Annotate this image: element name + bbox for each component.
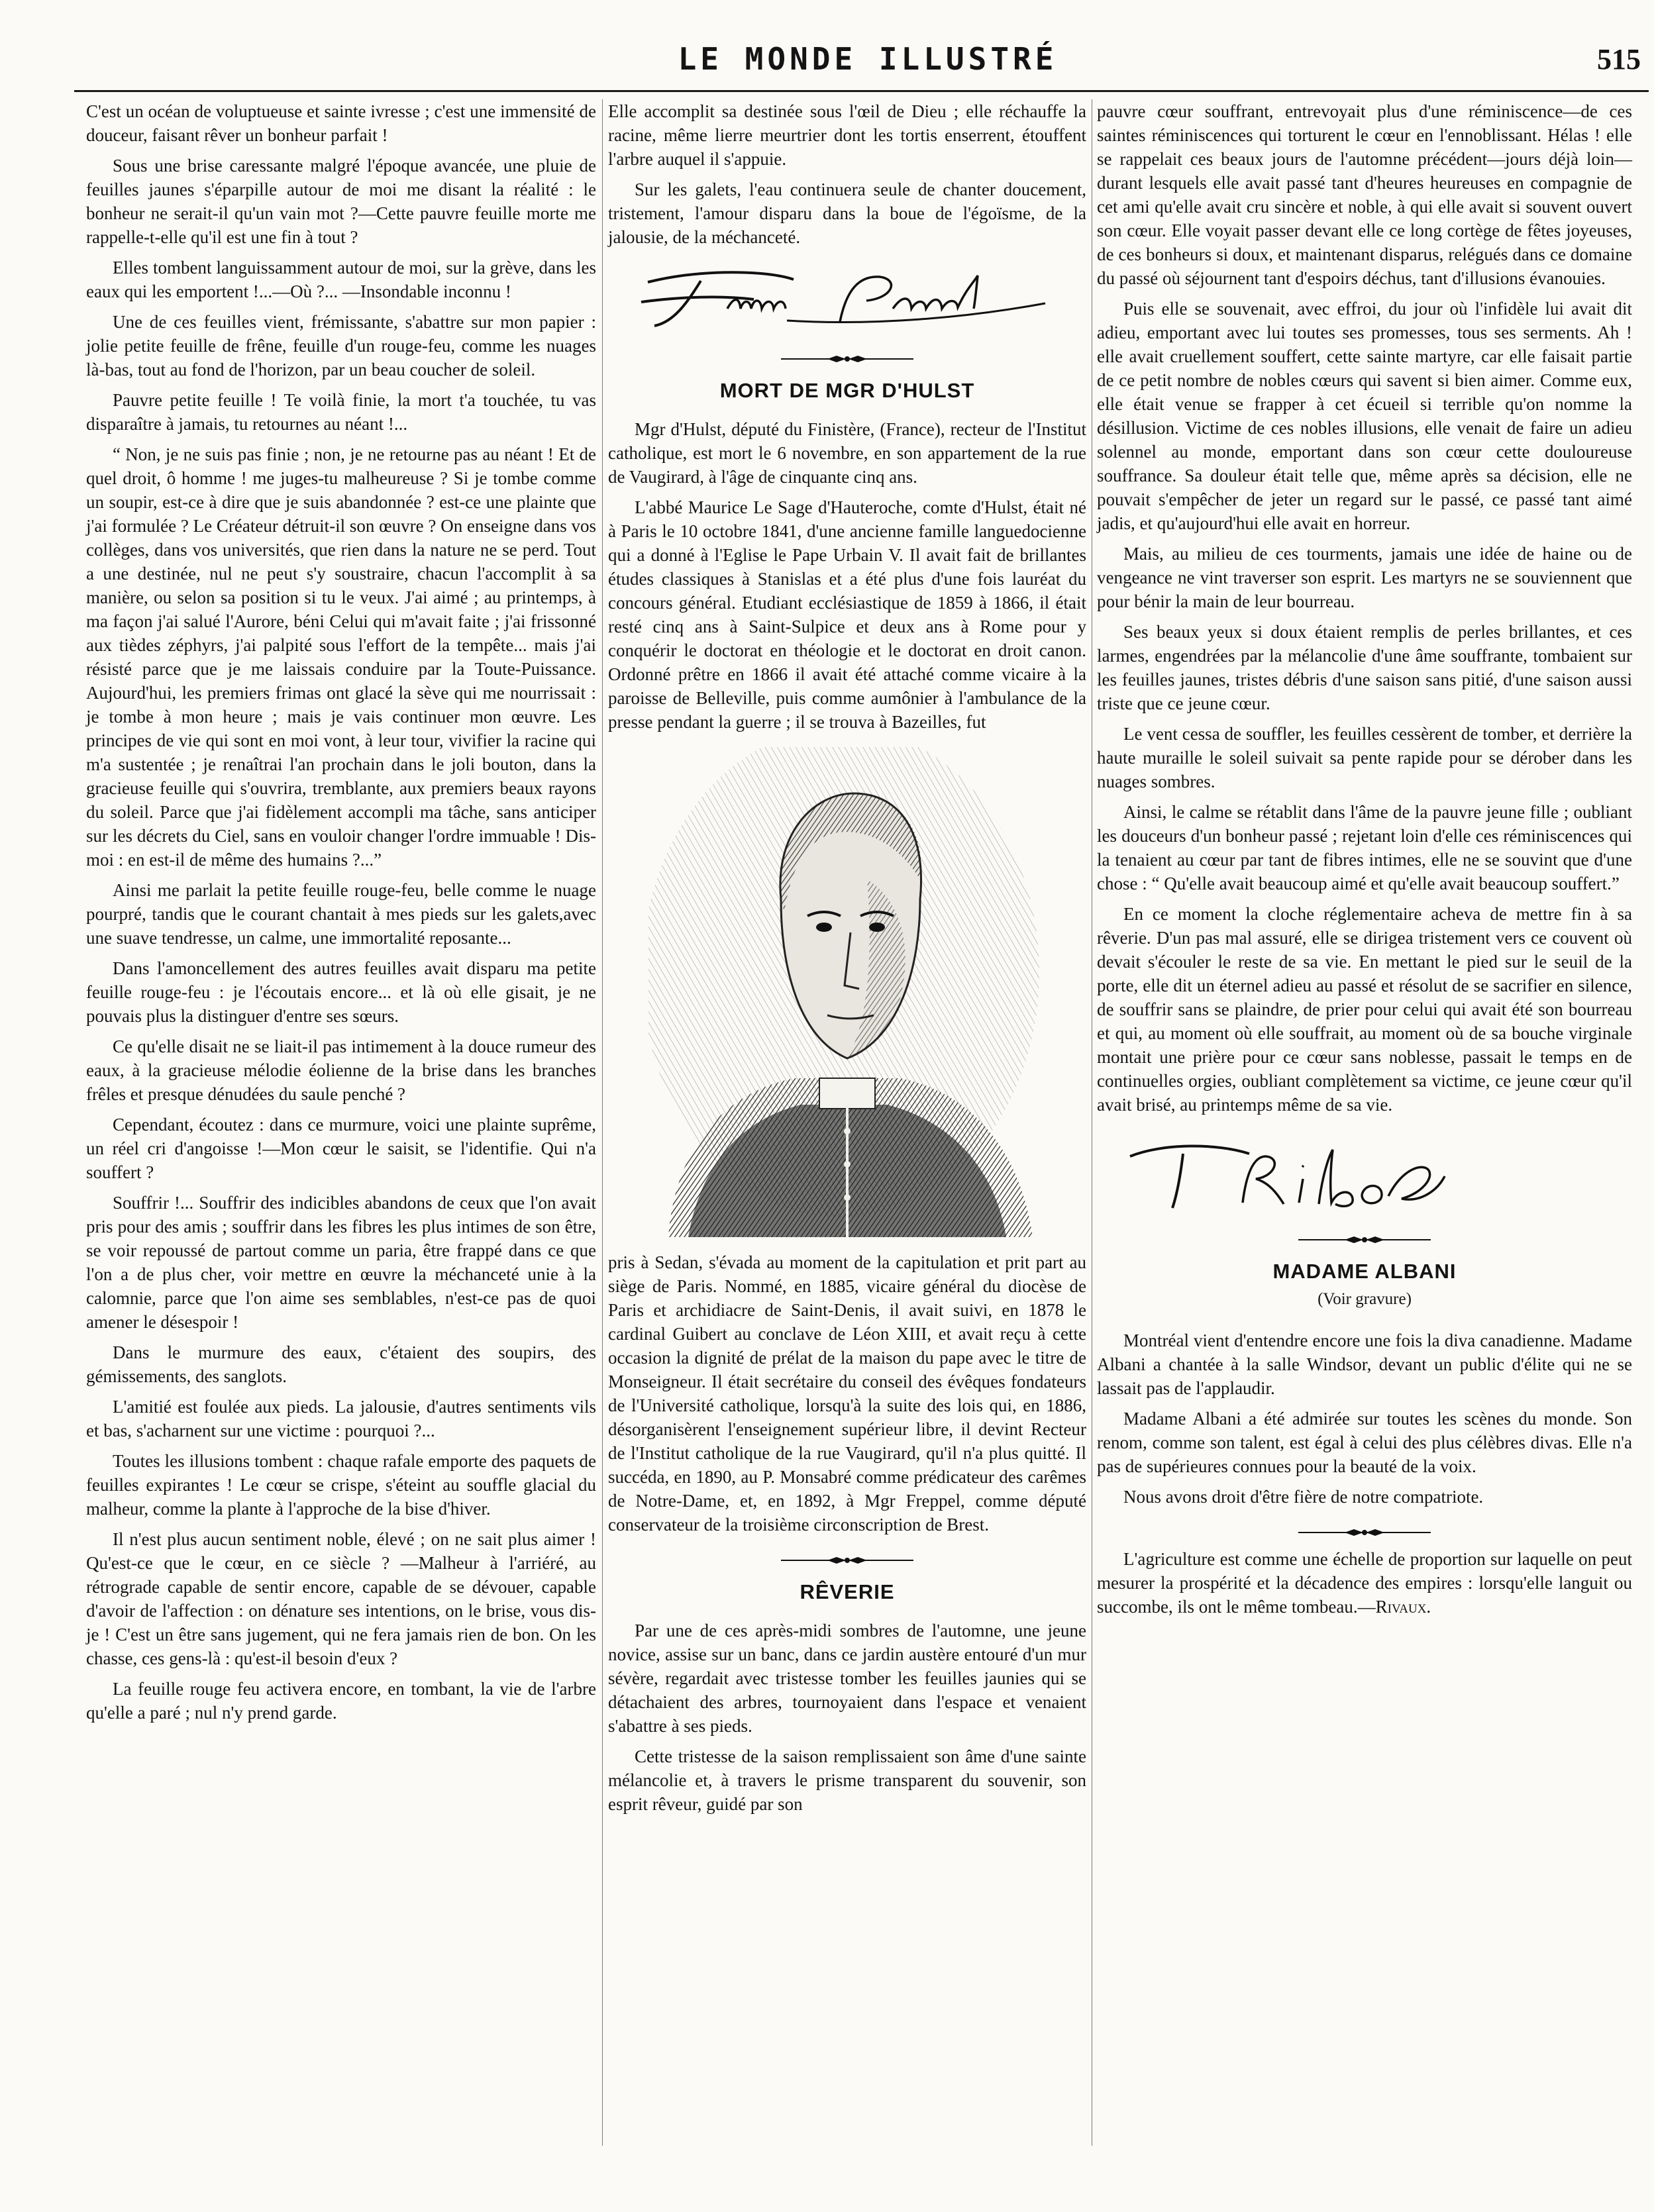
heading-mort-de-mgr-dhulst: MORT DE MGR D'HULST — [719, 379, 975, 402]
section-ornament — [781, 354, 913, 364]
quote-text: L'agriculture est comme une échelle de proportion sur laquelle on peut mesurer la prospérité et la décadence des empires : lorsqu'elle languit ou succombe, ils ont le même tombeau. — [1097, 1549, 1632, 1617]
section-ornament — [781, 1555, 913, 1566]
paragraph: Ainsi, le calme se rétablit dans l'âme de la pauvre jeune fille ; oubliant les douceurs d'un bonheur passé ; rejetant loin d'elle ces réminiscences qui la tenaient au cœur par tant de fibres intimes, elle ne se souvint que d'une chose : “ Qu'elle avait beaucoup aimé et qu'elle avait beaucoup souffert.” — [1097, 802, 1632, 893]
portrait-engraving — [648, 747, 1046, 1237]
paragraph: L'amitié est foulée aux pieds. La jalousie, d'autres sentiments vils et bas, s'acharnent sur une victime : pourquoi ?... — [86, 1397, 596, 1440]
paragraph: Toutes les illusions tombent : chaque rafale emporte des paquets de feuilles expirantes ! Le cœur se crispe, s'éteint au souffle glacial du malheur, comme la plante à l'approche de la bise d'hiver. — [86, 1451, 596, 1519]
heading-reverie: RÊVERIE — [800, 1580, 895, 1603]
paragraph: Souffrir !... Souffrir des indicibles abandons de ceux que l'on avait pris pour des amis ; souffrir dans les fibres les plus intimes de son être, se voir repoussé de partout comme un paria, être frappé dans ce que l'on a de plus cher, voir mettre en œuvre la méchanceté unie à la calomnie, parce que l'on aime ses semblables, n'est-ce pas de quoi amener le désespoir ! — [86, 1193, 596, 1332]
paragraph-agriculture — [1097, 1547, 1632, 1619]
section-ornament — [1298, 1527, 1431, 1538]
paragraph: “ Non, je ne suis pas finie ; non, je ne retourne pas au néant ! Et de quel droit, ô homme ! me juges-tu malheureuse ? Si je tombe comme un soupir, est-ce à dire que je suis abandonnée ? est-ce une plainte que j'ai formulée ? Le Créateur détruit-il son œuvre ? On enseigne dans vos collèges, dans vos universités, que rien dans la nature ne se perd. Tout a une destinée, nul ne peut s'y soustraire, chacun l'accomplit à sa manière, ou selon sa position si tu le veux. J'ai aimé ; au printemps, à ma façon j'ai salué l'Aurore, béni Celui qui m'avait faite ; j'ai frissonné aux tièdes zéphyrs, j'ai palpité sous l'effort de la tempête... mais j'ai résisté parce que je me laissais conduire par la Toute-Puissance. Aujourd'hui, les premiers frimas ont glacé la sève qui me nourrissait : je tombe à mon heure ; mais je vais continuer mon œuvre. Les principes de vie qui sont en moi vont, à leur tour, vivifier la racine qui m'a sustentée ; je renaîtrai l'an prochain dans le joli bouton, dans la gracieuse feuille qui s'ouvrira, tremblante, aux premiers beaux rayons du soleil. Parce que j'ai fidèlement accompli ma tâche, sans anticiper sur les décrets du Ciel, sans en vouloir changer l'ordre immuable ! Dis-moi : en est-il de même des humains ?...” — [86, 444, 596, 870]
paragraph: Sous une brise caressante malgré l'époque avancée, une pluie de feuilles jaunes s'éparpille autour de moi me disant la réalité : le bonheur ne serait-il qu'un vain mot ?—Cette pauvre feuille morte me rappelle-t-elle qu'il est une fin à tout ? — [86, 156, 596, 247]
paragraph: Cependant, écoutez : dans ce murmure, voici une plainte suprême, un réel cri d'angoisse !—Mon cœur le saisit, se l'identifie. Qui n'a souffert ? — [86, 1115, 596, 1182]
paragraph: Sur les galets, l'eau continuera seule de chanter doucement, tristement, l'amour disparu dans la boue de l'égoïsme, de la jalousie, de la méchanceté. — [608, 179, 1086, 247]
quote-author: —Rivaux. — [1357, 1597, 1431, 1617]
paragraph: C'est un océan de voluptueuse et sainte ivresse ; c'est une immensité de douceur, faisant rêver un bonheur parfait ! — [86, 101, 596, 145]
paragraph: Mais, au milieu de ces tourments, jamais une idée de haine ou de vengeance ne vint traverser son esprit. Les martyrs ne se souviennent que pour bénir la main de leur bourreau. — [1097, 544, 1632, 611]
paragraph: pauvre cœur souffrant, entrevoyait plus d'une réminiscence—de ces saintes réminiscences qui torturent le cœur en l'ennoblissant. Hélas ! elle se rappelait ces beaux jours de l'automne précédent—jours déjà loin—durant lesquels elle avait passé tant d'heures heureuses en compagnie de cet ami qu'elle avait cru sincère et noble, à qui elle avait si souvent ouvert son cœur. Elle voyait passer devant elle ce long cortège de fêtes joyeuses, de ces bonheurs si doux, et maintenant disparus, relégués dans ce domaine du passé où séjournent tant d'espoirs déchus, tant d'illusions évanouies. — [1097, 101, 1632, 288]
paragraph: pris à Sedan, s'évada au moment de la capitulation et prit part au siège de Paris. Nommé, en 1885, vicaire général du diocèse de Paris et archidiacre de Saint-Denis, il avait suivi, en 1878 le cardinal Guibert au conclave de Léon XIII, et avait reçu à cette occasion la dignité de prélat de la maison du pape avec le titre de Monseigneur. Il était secrétaire du conseil des évêques fondateurs de l'Université catholique, lorsqu'à la suite des lois qui, en 1886, désorganisèrent l'enseignement supérieur libre, il devint Recteur de l'Institut catholique de la rue Vaugirard, qu'il n'a plus quitté. Il succéda, en 1890, au P. Monsabré comme prédicateur des carêmes de Notre-Dame, et, en 1892, à Mgr Freppel, comme député conservateur de la troisième circonscription de Brest. — [608, 1252, 1086, 1534]
paragraph: Par une de ces après-midi sombres de l'automne, une jeune novice, assise sur un banc, dans ce jardin austère entouré d'un mur sévère, regardait avec tristesse tomber les feuilles jaunies qui se détachaient des arbres, tournoyaient dans l'espace et venaient s'abattre à ses pieds. — [608, 1621, 1086, 1736]
signature-ribot — [1110, 1130, 1455, 1216]
page-number: 515 — [1597, 43, 1641, 75]
paragraph: Dans le murmure des eaux, c'étaient des soupirs, des gémissements, des sanglots. — [86, 1342, 596, 1386]
paragraph: Cette tristesse de la saison remplissaient son âme d'une sainte mélancolie et, à travers le prisme transparent du souvenir, son esprit rêveur, guidé par son — [608, 1746, 1086, 1814]
paragraph: L'abbé Maurice Le Sage d'Hauteroche, comte d'Hulst, était né à Paris le 10 octobre 1841, d'une ancienne famille languedocienne qui a donné à l'Eglise le Pape Urbain V. Il avait fait de brillantes études classiques à Stanislas et a été plus d'une fois lauréat du concours général. Etudiant ecclésiastique de 1859 à 1866, il était resté cinq ans à Saint-Sulpice et deux ans à Rome pour y conquérir le doctorat en théologie et le doctorat en droit canon. Ordonné prêtre en 1866 il avait été attaché comme vicaire à la paroisse de Belleville, puis comme aumônier à l'ambulance de la presse pendant la guerre ; il se trouva à Bazeilles, fut — [608, 497, 1086, 732]
header-rule — [74, 90, 1649, 92]
section-ornament — [1298, 1234, 1431, 1245]
paragraph: Elle accomplit sa destinée sous l'œil de Dieu ; elle réchauffe la racine, même lierre meurtrier dont les tortis enserrent, étouffent l'arbre auquel il s'appuie. — [608, 101, 1086, 169]
paragraph: Mgr d'Hulst, député du Finistère, (France), recteur de l'Institut catholique, est mort le 6 novembre, en son appartement de la rue de Vaugirard, à l'âge de cinquante cinq ans. — [608, 419, 1086, 487]
heading-madame-albani: MADAME ALBANI — [1272, 1260, 1457, 1283]
signature-picard — [621, 262, 1059, 335]
paragraph: Madame Albani a été admirée sur toutes les scènes du monde. Son renom, comme son talent, est égal à celui des plus célèbres divas. Elle n'a pas de supérieures connues pour la beauté de la voix. — [1097, 1409, 1632, 1476]
subheading-voir-gravure: (Voir gravure) — [1318, 1290, 1412, 1308]
paragraph: Montréal vient d'entendre encore une fois la diva canadienne. Madame Albani a chantée à la salle Windsor, devant un public d'élite qui ne se lassait pas de l'applaudir. — [1097, 1331, 1632, 1398]
paragraph: La feuille rouge feu activera encore, en tombant, la vie de l'arbre qu'elle a paré ; nul n'y prend garde. — [86, 1679, 596, 1723]
paragraph: Il n'est plus aucun sentiment noble, élevé ; on ne sait plus aimer ! Qu'est-ce que le cœur, en ce siècle ? —Malheur à l'arriéré, au rétrograde capable de sentir encore, capable de se dévouer, capable d'avoir de l'affection : on dénature ses intentions, on le brise, vous dis-je ! C'est un être sans jugement, qui ne fera jamais rien de bon. On les chasse, ces gens-là : qu'est-il besoin d'eux ? — [86, 1529, 596, 1668]
column-divider-1 — [602, 99, 603, 2146]
paragraph: Ses beaux yeux si doux étaient remplis de perles brillantes, et ces larmes, engendrées par la mélancolie d'une âme souffrante, tombaient sur les feuilles jaunes, tristes débris d'une saison sans pitié, d'une saison aussi triste que ce jeune cœur. — [1097, 622, 1632, 713]
paragraph: Pauvre petite feuille ! Te voilà finie, la mort t'a touchée, tu vas disparaître à jamais, tu retournes au néant !... — [86, 390, 596, 434]
paragraph: Le vent cessa de souffler, les feuilles cessèrent de tomber, et derrière la haute muraille le soleil suivait sa pente rapide pour se dérober dans les nuages sombres. — [1097, 724, 1632, 791]
paragraph: Une de ces feuilles vient, frémissante, s'abattre sur mon papier : jolie petite feuille de frêne, feuille d'un rouge-feu, comme les nuages là-bas, tout au fond de l'horizon, par un beau coucher de soleil. — [86, 312, 596, 379]
paragraph: Nous avons droit d'être fière de notre compatriote. — [1123, 1487, 1484, 1507]
paragraph: Elles tombent languissamment autour de moi, sur la grève, dans les eaux qui les emportent !...—Où ?... —Insondable inconnu ! — [86, 258, 596, 301]
paragraph: Dans l'amoncellement des autres feuilles avait disparu ma petite feuille rouge-feu : je l'écoutais encore... et là où elle gisait, je ne pouvais plus la distinguer d'entre ses sœurs. — [86, 958, 596, 1026]
paragraph: En ce moment la cloche réglementaire acheva de mettre fin à sa rêverie. D'un pas mal assuré, elle se dirigea tristement vers ce couvent où devait s'écouler le reste de sa vie. En mettant le pied sur le seuil de la porte, elle dit un éternel adieu au passé et résolut de se sacrifier en silence, de souffrir sans se plaindre, de prier pour celui qui avait été son bourreau et qui, au moment où elle souffrait, au moment où de sa bouche virginale montait une prière pour ce cœur sans noblesse, passait le temps en de continuelles orgies, oubliant complètement sa victime, ce jeune cœur qu'il avait brisé, au printemps même de sa vie. — [1097, 904, 1632, 1115]
paragraph: Ainsi me parlait la petite feuille rouge-feu, belle comme le nuage pourpré, tandis que le courant chantait à mes pieds sur les galets,avec une suave tendresse, un calme, une immortalité reposante... — [86, 880, 596, 948]
paragraph: Ce qu'elle disait ne se liait-il pas intimement à la douce rumeur des eaux, à la gracieuse mélodie éolienne de la brise dans les branches frêles et presque dénudées du saule penché ? — [86, 1036, 596, 1104]
masthead-title: LE MONDE ILLUSTRÉ — [678, 41, 1058, 77]
column-1 — [86, 99, 596, 2186]
column-3 — [1097, 99, 1632, 2186]
paragraph: Puis elle se souvenait, avec effroi, du jour où l'infidèle lui avait dit adieu, emportant avec lui toutes ses promesses, tous ses serments. Ah ! elle avait cruellement souffert, cette sainte martyre, car elle faisait partie de ce petit nombre de nobles cœurs qui savent si bien aimer. Comme eux, elle était venue se frapper à cet écueil si terrible qu'on nomme la désillusion. Victime de ces nobles illusions, elle venait de faire un adieu solennel au monde, emportant dans son cœur cette douloureuse souffrance. Sa douleur était telle que, même après sa décision, elle ne pouvait s'empêcher de jeter un regard sur le passé, ce passé tant aimé jadis, et qu'aujourd'hui elle avait en horreur. — [1097, 299, 1632, 533]
column-2 — [608, 99, 1086, 2186]
